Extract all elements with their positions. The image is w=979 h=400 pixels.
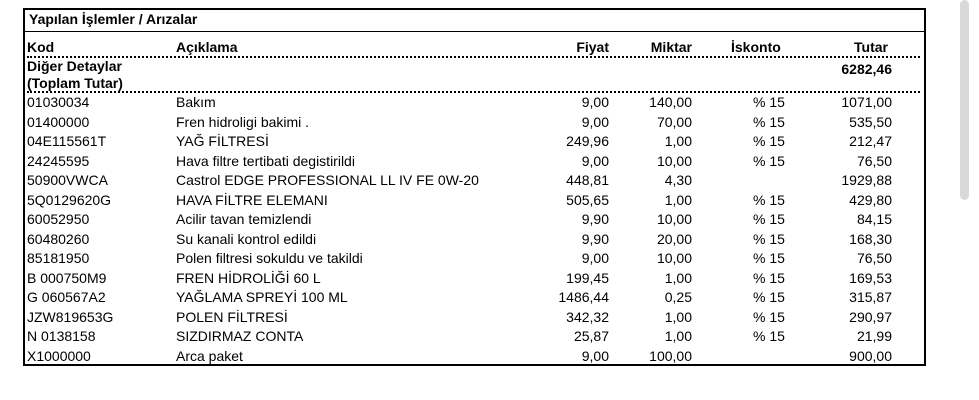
- row-total: 315,87: [849, 289, 892, 305]
- header-price: Fiyat: [576, 39, 609, 55]
- row-total: 76,50: [856, 152, 892, 169]
- header-code: Kod: [27, 39, 55, 55]
- row-code: JZW819653G: [27, 308, 114, 325]
- table-row: [25, 347, 924, 367]
- row-discount: % 15: [753, 211, 785, 227]
- row-total: 429,80: [849, 191, 892, 208]
- row-description: YAĞLAMA SPREYİ 100 ML: [176, 289, 348, 305]
- row-discount: % 15: [753, 133, 785, 149]
- row-quantity: 4,30: [664, 172, 692, 188]
- row-code: N 0138158: [27, 328, 96, 344]
- row-quantity: 1,00: [664, 133, 692, 149]
- row-code: 24245595: [27, 152, 90, 169]
- row-quantity: 10,00: [656, 250, 692, 266]
- row-total: 76,50: [856, 250, 892, 266]
- row-price: 9,00: [581, 250, 609, 266]
- row-description: Castrol EDGE PROFESSIONAL LL IV FE 0W-20: [176, 172, 479, 188]
- row-price: 448,81: [566, 172, 609, 188]
- row-quantity: 10,00: [656, 152, 692, 169]
- row-price: 9,00: [581, 94, 609, 110]
- row-code: 50900VWCA: [27, 172, 108, 188]
- row-price: 9,90: [581, 211, 609, 227]
- summary-sublabel: (Toplam Tutar): [27, 75, 123, 91]
- row-description: SIZDIRMAZ CONTA: [176, 328, 304, 344]
- row-price: 505,65: [566, 191, 609, 208]
- row-description: Bakım: [176, 94, 216, 110]
- summary-total: 6282,46: [841, 61, 892, 77]
- row-discount: % 15: [753, 152, 785, 169]
- row-price: 9,90: [581, 230, 609, 247]
- row-discount: % 15: [753, 308, 785, 325]
- table-row: [25, 210, 924, 230]
- row-code: 01400000: [27, 113, 90, 130]
- summary-label: Diğer Detaylar: [27, 58, 122, 74]
- section-title: Yapılan İşlemler / Arızalar: [29, 11, 198, 27]
- row-code: B 000750M9: [27, 269, 107, 286]
- header-discount: İskonto: [731, 39, 781, 55]
- row-price: 342,32: [566, 308, 609, 325]
- row-discount: % 15: [753, 230, 785, 247]
- row-quantity: 70,00: [656, 113, 692, 130]
- row-description: POLEN FİLTRESİ: [176, 308, 288, 325]
- row-discount: % 15: [753, 94, 785, 110]
- row-price: 199,45: [566, 269, 609, 286]
- header-description: Açıklama: [176, 39, 238, 55]
- row-discount: % 15: [753, 269, 785, 286]
- row-discount: % 15: [753, 328, 785, 344]
- row-description: Polen filtresi sokuldu ve takildi: [176, 250, 363, 266]
- table-row: [25, 308, 924, 328]
- row-total: 168,30: [849, 230, 892, 247]
- row-description: FREN HİDROLİĞİ 60 L: [176, 269, 321, 286]
- row-description: Fren hidroligi bakimi .: [176, 113, 310, 130]
- row-price: 9,00: [581, 347, 609, 364]
- row-quantity: 140,00: [649, 94, 692, 110]
- row-code: G 060567A2: [27, 289, 106, 305]
- row-total: 1929,88: [841, 172, 892, 188]
- table-row: [25, 230, 924, 250]
- row-discount: % 15: [753, 289, 785, 305]
- row-description: HAVA FİLTRE ELEMANI: [176, 191, 328, 208]
- table-row: [25, 327, 924, 347]
- header-divider: [27, 56, 920, 58]
- row-code: 5Q0129620G: [27, 191, 112, 208]
- table-body: [25, 93, 924, 366]
- row-discount: % 15: [753, 191, 785, 208]
- row-total: 21,99: [856, 328, 892, 344]
- row-total: 212,47: [849, 133, 892, 149]
- row-price: 25,87: [573, 328, 609, 344]
- table-row: [25, 132, 924, 152]
- row-code: 04E115561T: [27, 133, 107, 149]
- row-total: 535,50: [849, 113, 892, 130]
- header-quantity: Miktar: [650, 39, 692, 55]
- row-description: Acilir tavan temizlendi: [176, 211, 312, 227]
- row-discount: % 15: [753, 113, 785, 130]
- operations-table: [23, 8, 926, 366]
- table-row: [25, 93, 924, 113]
- row-quantity: 10,00: [656, 211, 692, 227]
- row-code: X1000000: [27, 347, 91, 364]
- row-price: 9,00: [581, 113, 609, 130]
- row-description: Arca paket: [176, 347, 243, 364]
- row-quantity: 1,00: [664, 308, 692, 325]
- row-description: YAĞ FİLTRESİ: [176, 133, 269, 149]
- row-quantity: 1,00: [664, 328, 692, 344]
- scrollbar[interactable]: [960, 0, 969, 200]
- row-price: 9,00: [581, 152, 609, 169]
- row-discount: % 15: [753, 250, 785, 266]
- row-quantity: 100,00: [649, 347, 692, 364]
- table-row: [25, 152, 924, 172]
- row-description: Su kanali kontrol edildi: [176, 230, 317, 247]
- row-description: Hava filtre tertibati degistirildi: [176, 152, 355, 169]
- title-divider: [25, 31, 924, 32]
- table-row: [25, 288, 924, 308]
- table-row: [25, 269, 924, 289]
- table-row: [25, 171, 924, 191]
- row-code: 60480260: [27, 230, 90, 247]
- row-total: 84,15: [856, 211, 892, 227]
- row-total: 900,00: [849, 347, 892, 364]
- row-code: 01030034: [27, 94, 90, 110]
- header-total: Tutar: [854, 39, 888, 55]
- table-row: [25, 249, 924, 269]
- row-quantity: 20,00: [656, 230, 692, 247]
- table-row: [25, 113, 924, 133]
- row-code: 85181950: [27, 250, 90, 266]
- table-row: [25, 191, 924, 211]
- row-total: 1071,00: [841, 94, 892, 110]
- row-quantity: 0,25: [664, 289, 692, 305]
- row-price: 1486,44: [558, 289, 609, 305]
- row-code: 60052950: [27, 211, 90, 227]
- row-quantity: 1,00: [664, 269, 692, 286]
- row-quantity: 1,00: [664, 191, 692, 208]
- row-total: 290,97: [849, 308, 892, 325]
- row-total: 169,53: [849, 269, 892, 286]
- row-price: 249,96: [566, 133, 609, 149]
